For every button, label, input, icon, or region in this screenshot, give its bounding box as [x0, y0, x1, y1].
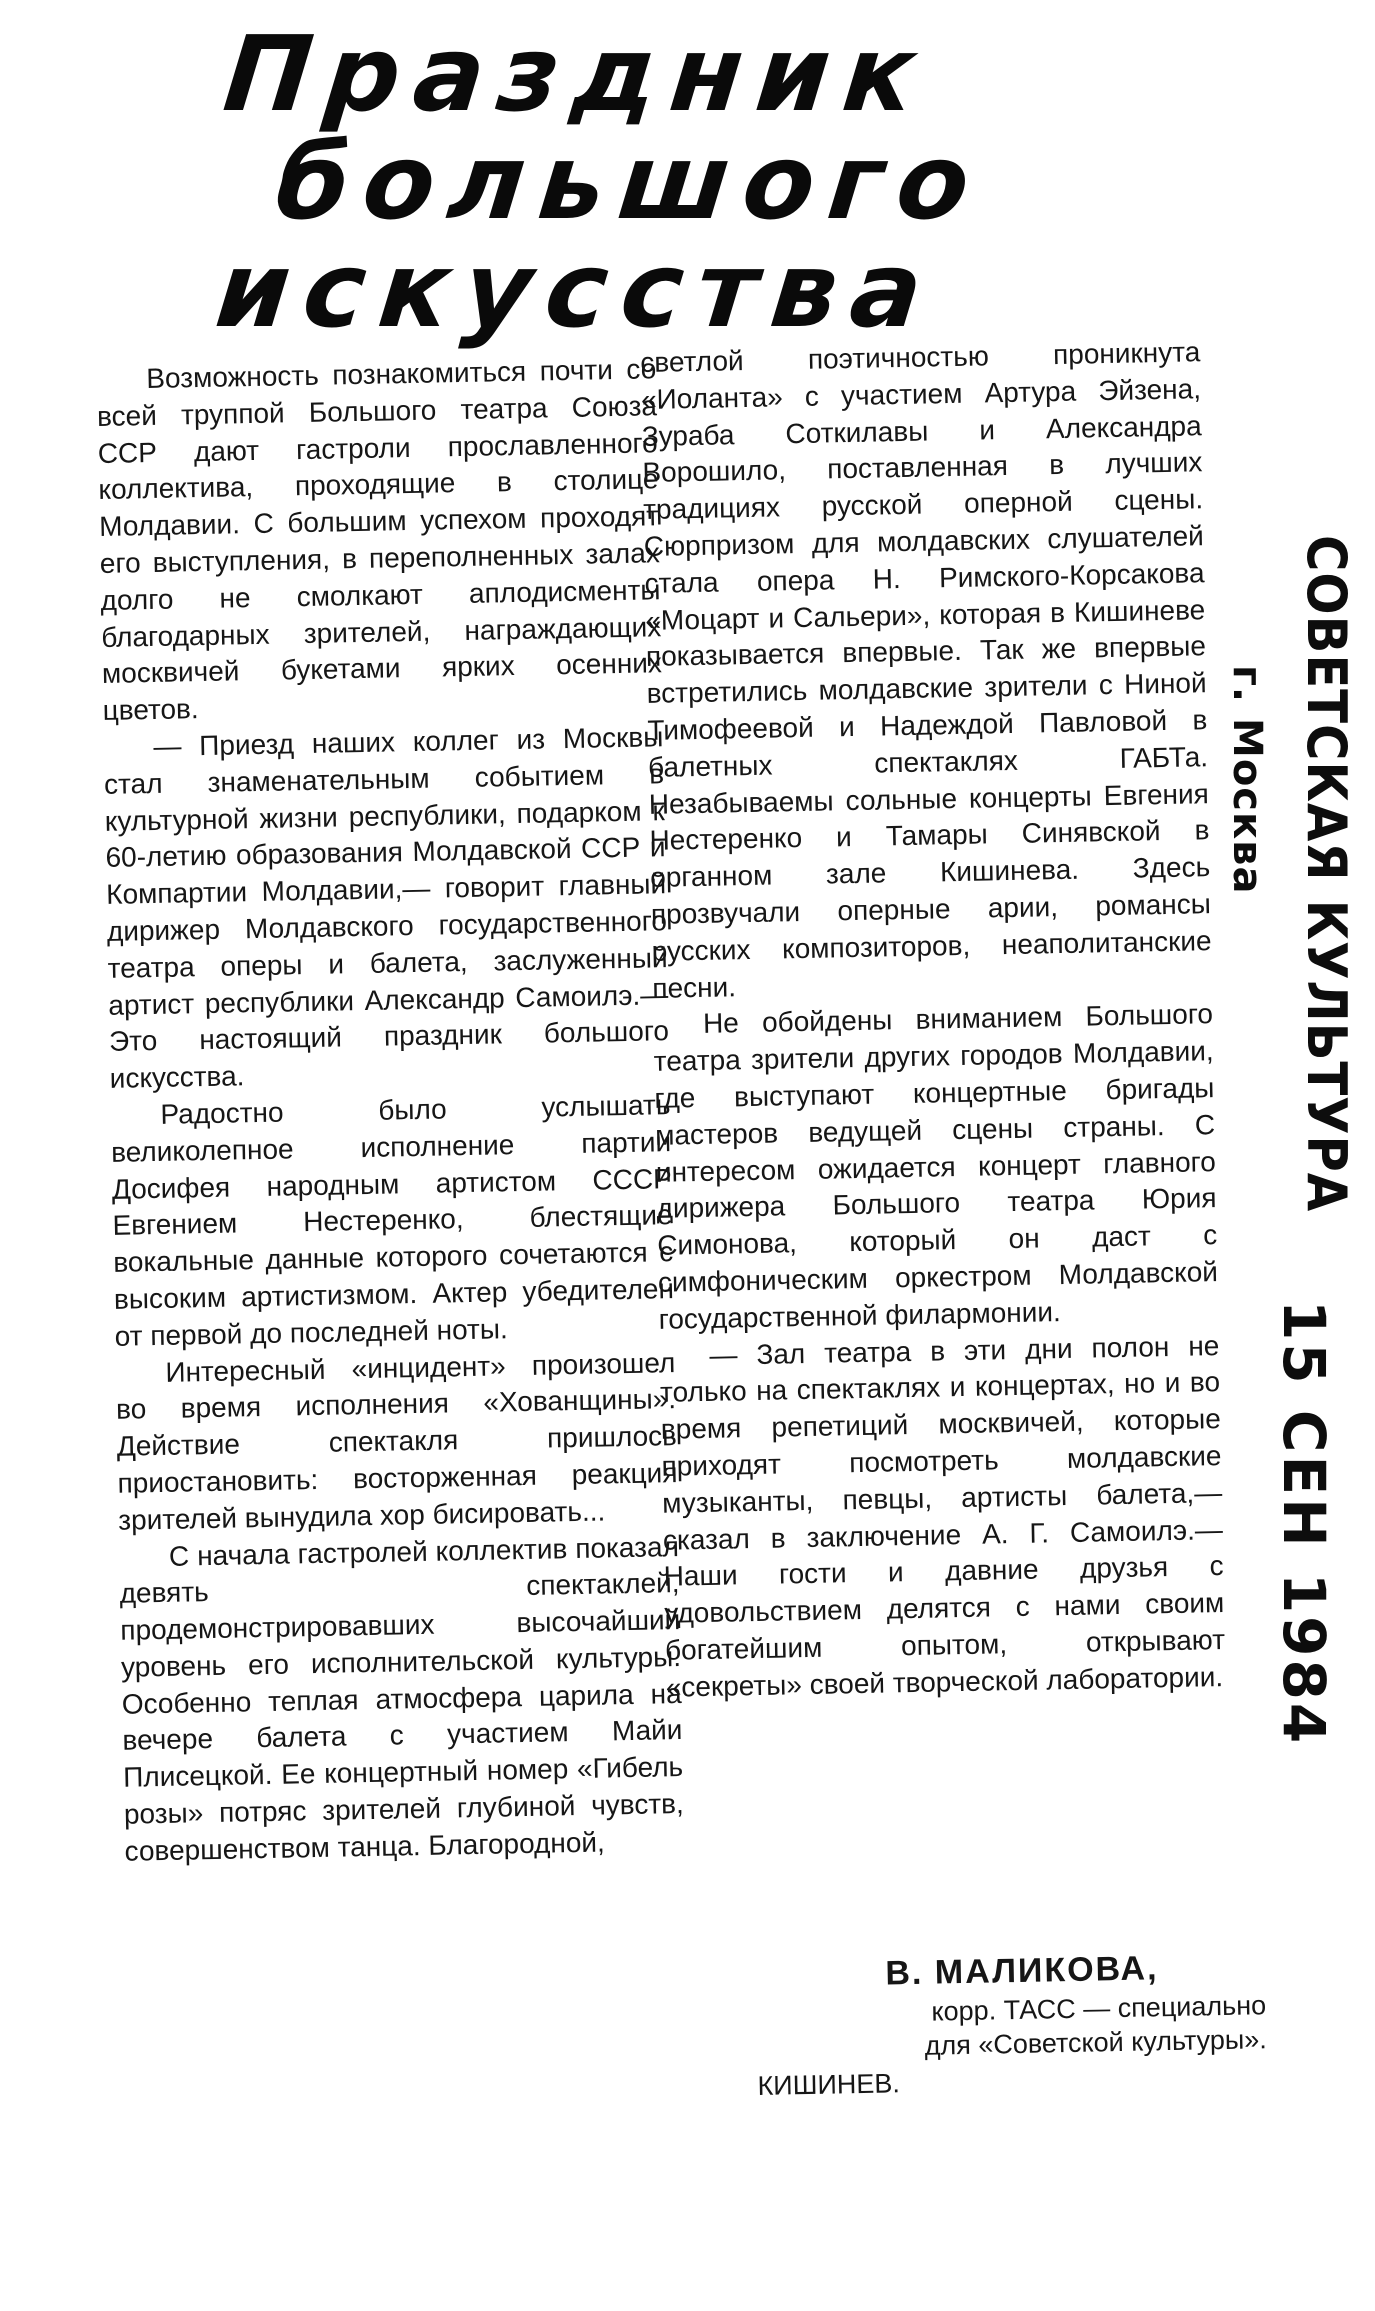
- byline-author: В. МАЛИКОВА,: [885, 1949, 1159, 1993]
- article-column-left: [96, 351, 685, 1870]
- paragraph: — Приезд наших коллег из Москвы стал знаменательным событием в культурной жизни республики, подарком к 60-летию образования Молдавской ССР и Компартии Молдавии,— говорит главный дирижер Молдавского государственного театра оперы и балета, заслуженный артист республики Александр Самоилэ.— Это настоящий праздник большого искусства.: [103, 721, 670, 1095]
- byline: [755, 1944, 1278, 2104]
- paragraph: Возможность познакомиться почти со всей труппой Большого театра Союза ССР дают гастроли прославленного коллектива, проходящие в столице Молдавии. С большим успехом проходят его выступления, в переполненных залах долго не смолкают аплодисменты благодарных зрителей, награждающих москвичей букетами ярких осенних цветов.: [96, 353, 663, 727]
- paragraph: Не обойдены вниманием Большого театра зрители других городов Молдавии, где выступают концертные бригады мастеров ведущей сцены страны. С интересом ожидается концерт главного дирижера Большого театра Юрия Симонова, который он даст с симфоническим оркестром Молдавской государственной филармонии.: [653, 998, 1219, 1335]
- newspaper-name-stamp: СОВЕТСКАЯ КУЛЬТУРА: [1295, 535, 1358, 1213]
- headline-line-2: большого: [270, 121, 990, 243]
- paragraph: С начала гастролей коллектив показал девять спектаклей, продемонстрировавших высочайший уровень его исполнительской культуры. Особенно теплая атмосфера царила на вечере балета с участием Майи Плисецкой. Ее концертный номер «Гибель розы» потряс зрителей глубиной чувств, совершенством танца. Благородной,: [119, 1530, 685, 1867]
- byline-role-line-2: для «Советской культуры».: [924, 2024, 1268, 2061]
- headline-line-3: искусства: [210, 229, 942, 351]
- paragraph: Интересный «инцидент» произошел во время исполнения «Хованщины». Действие спектакля пришлось приостановить: восторженная реакция зрителей вынудила хор бисировать...: [115, 1346, 678, 1536]
- date-stamp: 15 СЕН 1984: [1270, 1300, 1338, 1747]
- paragraph: светлой поэтичностью проникнута «Иоланта» с участием Артура Эйзена, Зураба Соткилавы и Александра Ворошило, поставленная в лучших традициях русской оперной сцены. Сюрпризом для молдавских слушателей стала опера Н. Римского-Корсакова «Моцарт и Сальери», которая в Кишиневе показывается впервые. Так же впервые встретились молдавские зрители с Ниной Тимофеевой и Надеждой Павловой в балетных спектаклях ГАБТа. Незабываемы сольные концерты Евгения Нестеренко и Тамары Синявской в органном зале Кишинева. Здесь прозвучали оперные арии, романсы русских композиторов, неаполитанские песни.: [640, 336, 1212, 1004]
- article-column-right: [640, 334, 1226, 1706]
- city-stamp: г. Москва: [1224, 665, 1270, 895]
- headline: [210, 13, 1025, 351]
- headline-line-1: Праздник: [218, 13, 935, 135]
- paragraph: — Зал театра в эти дни полон не только на спектаклях и концертах, но и во время репетиций москвичей, которые приходят посмотреть молдавские музыканты, певцы, артисты балета,— сказал в заключение А. Г. Самоилэ.— Наши гости и давние друзья с удовольствием делятся с нами своим богатейшим опытом, открывают «секреты» своей творческой лаборатории.: [659, 1329, 1226, 1703]
- byline-city: КИШИНЕВ.: [757, 2068, 901, 2101]
- paragraph: Радостно было услышать великолепное исполнение партии Досифея народным артистом СССР Евгением Нестеренко, блестящие вокальные данные которого сочетаются с высоким артистизмом. Актер убедителен от первой до последней ноты.: [110, 1089, 675, 1352]
- byline-role-line-1: корр. ТАСС — специально: [931, 1990, 1267, 2027]
